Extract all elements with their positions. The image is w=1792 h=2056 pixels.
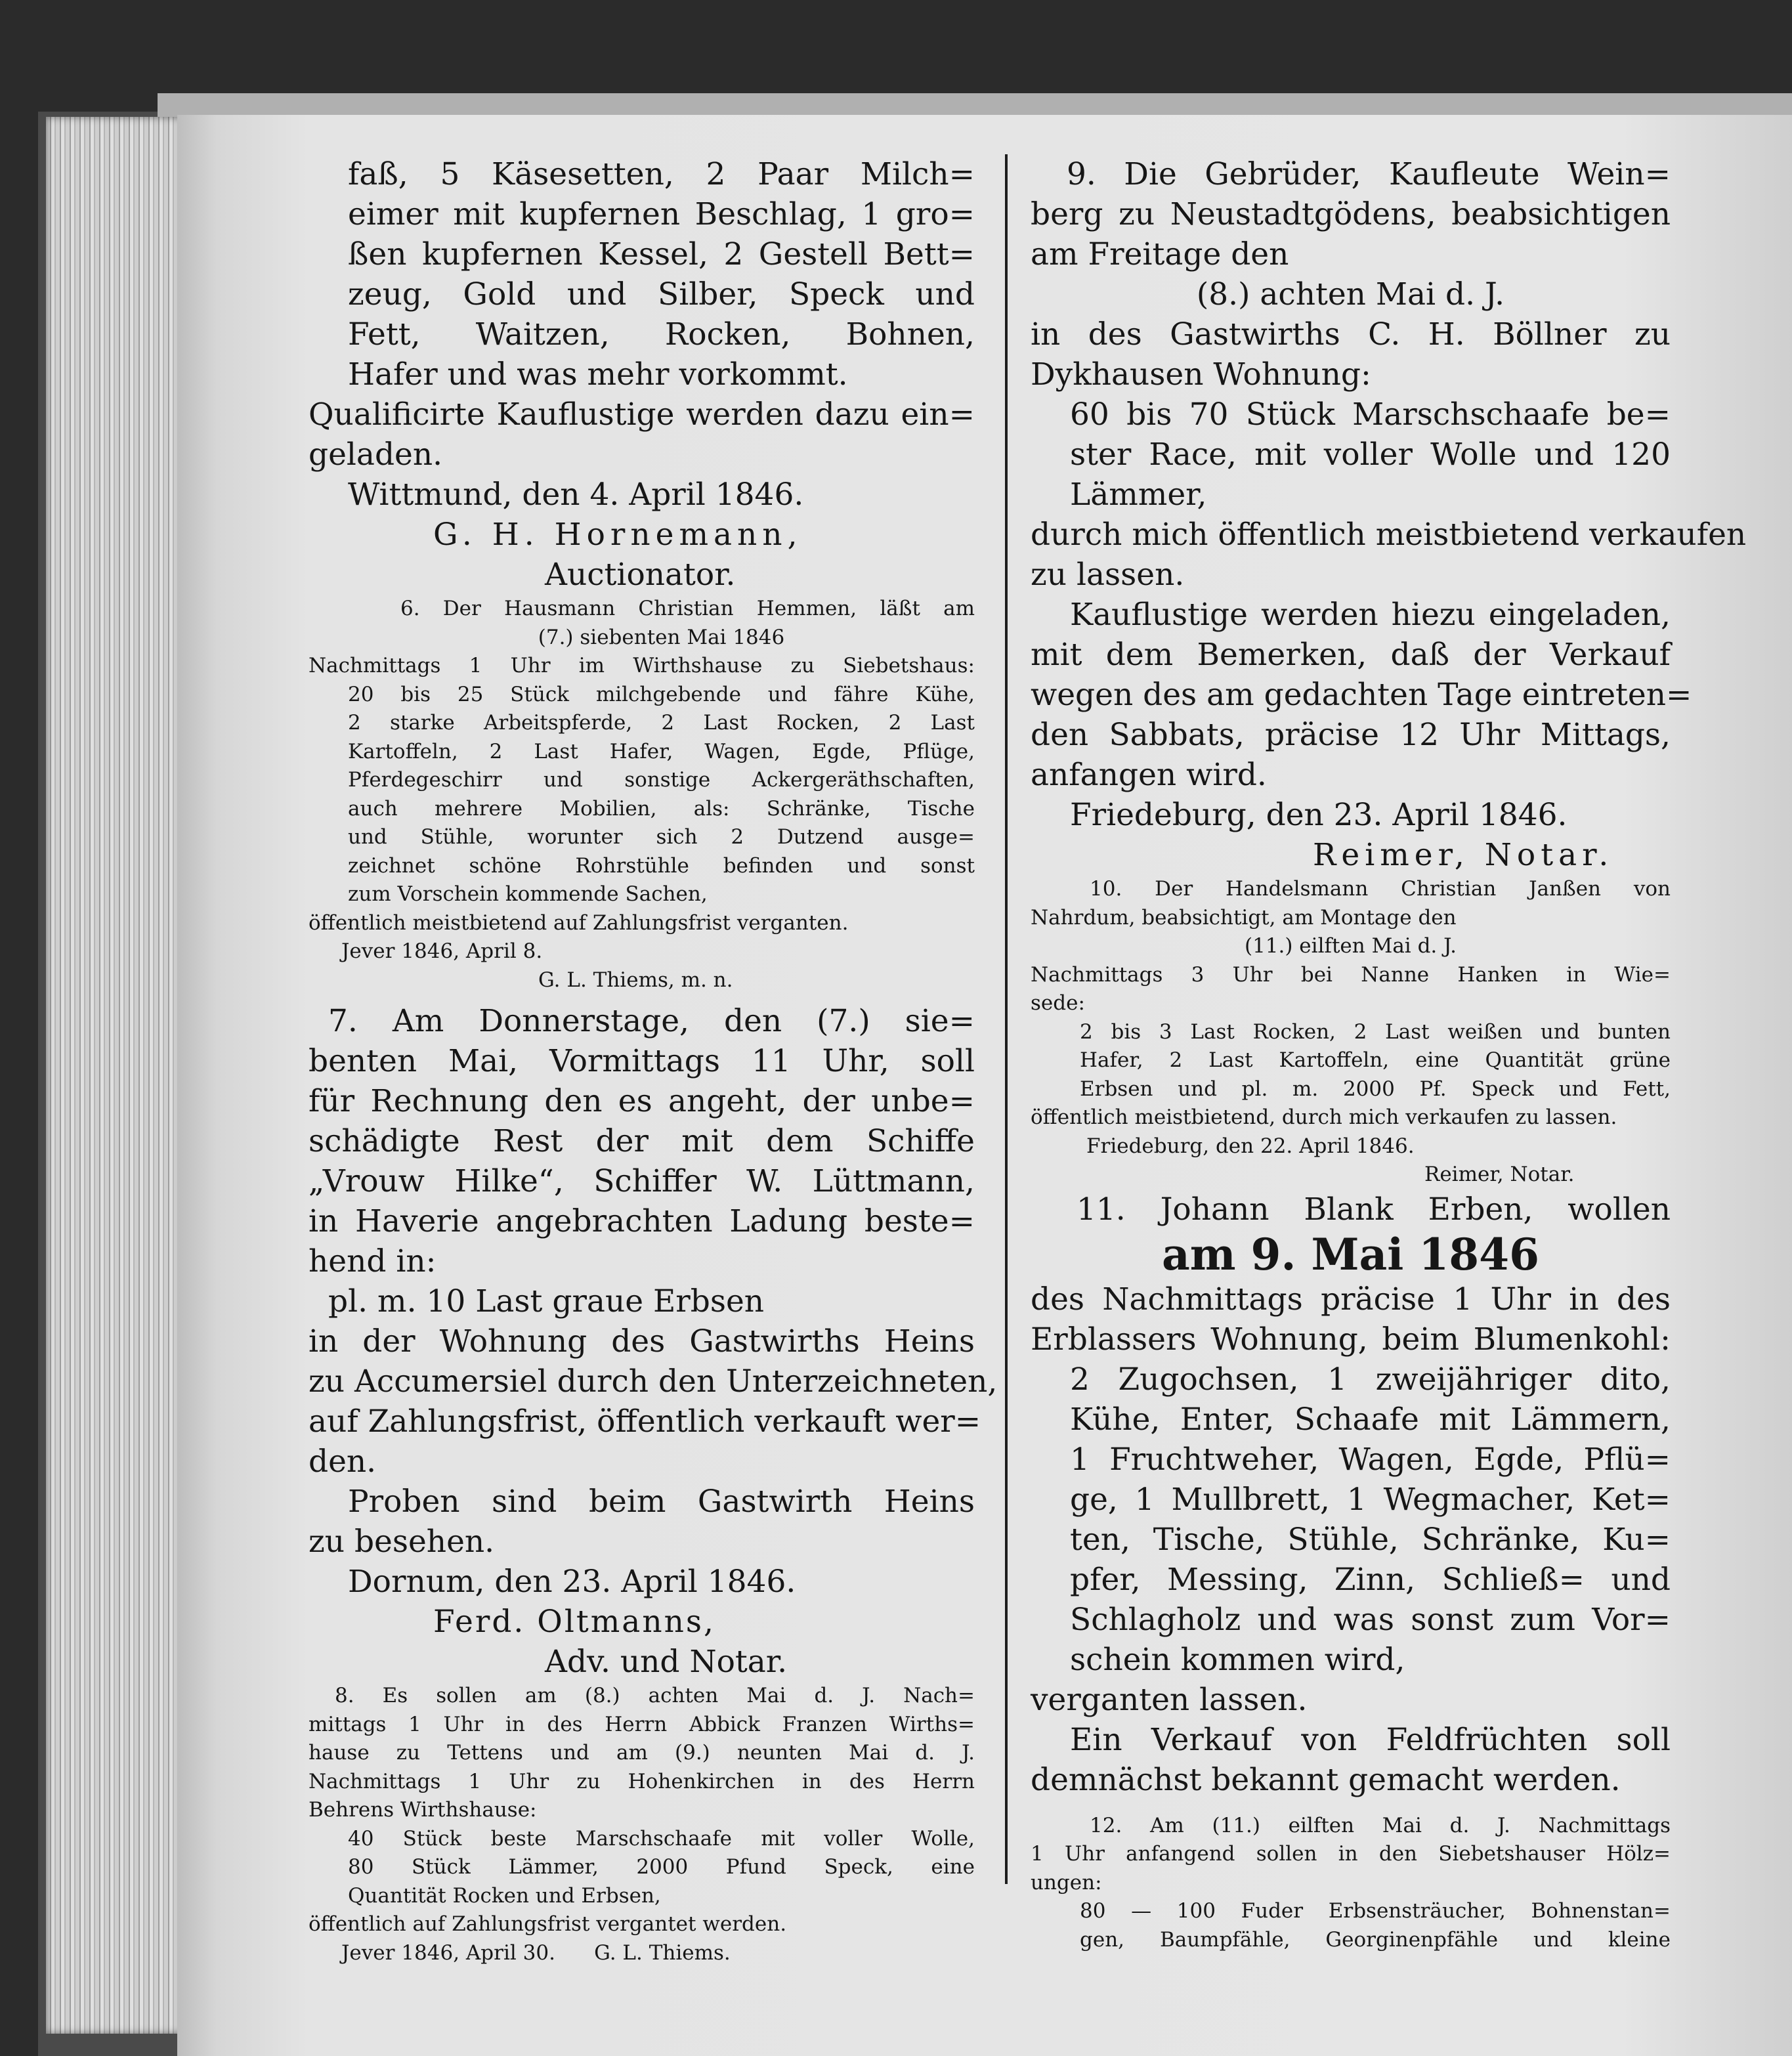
text-line: auch mehrere Mobilien, als: Schränke, Tische (348, 796, 975, 821)
text-line: 80 Stück Lämmer, 2000 Pfund Speck, eine (348, 1855, 975, 1879)
text-line: auf Zahlungsfrist, öffentlich verkauft wer= (309, 1403, 981, 1440)
text-line: Nachmittags 1 Uhr im Wirthshause zu Siebetshaus: (309, 654, 975, 677)
text-line: Nachmittags 1 Uhr zu Hohenkirchen in des Herrn (309, 1769, 975, 1793)
signature: Reimer, Notar. (1313, 837, 1614, 873)
page-edges (46, 117, 184, 2034)
notice-9-date: (8.) achten Mai d. J. (1196, 276, 1505, 312)
place-date: Jever 1846, April 8. (341, 939, 543, 963)
notice-6-date: (7.) siebenten Mai 1846 (538, 625, 785, 649)
notice-12-heading: 12. Am (11.) eilften Mai d. J. Nachmittags (1090, 1813, 1671, 1837)
text-line: Pferdegeschirr und sonstige Ackergeräthschaften, (348, 768, 975, 792)
place-date: Friedeburg, den 23. April 1846. (1070, 797, 1568, 833)
text-line: in des Gastwirths C. H. Böllner zu (1031, 316, 1671, 353)
text-line: Hafer und was mehr vorkommt. (348, 356, 848, 393)
text-line: 1 Uhr anfangend sollen in den Siebetshauser Hölz= (1031, 1842, 1671, 1866)
notice-6-heading: 6. Der Hausmann Christian Hemmen, läßt am (400, 597, 975, 620)
text-line: ungen: (1031, 1870, 1102, 1895)
text-line: 40 Stück beste Marschschaafe mit voller Wolle, (348, 1826, 975, 1851)
text-line: zeichnet schöne Rohrstühle befinden und sonst (348, 853, 975, 878)
text-line: zeug, Gold und Silber, Speck und (348, 276, 975, 312)
text-line: anfangen wird. (1031, 757, 1267, 793)
text-line: mittags 1 Uhr in des Herrn Abbick Franzen Wirths= (309, 1712, 975, 1736)
signature: Reimer, Notar. (1424, 1163, 1575, 1186)
text-line: Fett, Waitzen, Rocken, Bohnen, (348, 316, 975, 353)
text-line: eimer mit kupfernen Beschlag, 1 gro= (348, 196, 975, 232)
left-column (309, 154, 998, 1967)
text-line: pl. m. 10 Last graue Erbsen (328, 1283, 765, 1319)
text-line: den. (309, 1444, 377, 1480)
text-line: Proben sind beim Gastwirth Heins (348, 1484, 975, 1520)
notice-10-heading: 10. Der Handelsmann Christian Janßen von (1090, 877, 1671, 901)
text-line: Nachmittags 3 Uhr bei Nanne Hanken in Wie= (1031, 962, 1671, 987)
text-line: faß, 5 Käsesetten, 2 Paar Milch= (348, 156, 975, 192)
text-line: Kühe, Enter, Schaafe mit Lämmern, (1070, 1401, 1671, 1438)
text-line: öffentlich meistbietend, durch mich verkaufen zu lassen. (1031, 1105, 1617, 1129)
signature: G. L. Thiems, m. n. (538, 968, 733, 992)
text-line: 60 bis 70 Stück Marschschaafe be= (1070, 396, 1671, 433)
text-line: Quantität Rocken und Erbsen, (348, 1883, 661, 1908)
text-line: 20 bis 25 Stück milchgebende und fähre Kühe, (348, 682, 975, 706)
text-line: benten Mai, Vormittags 11 Uhr, soll (309, 1043, 975, 1079)
text-line: 2 starke Arbeitspferde, 2 Last Rocken, 2 Last (348, 711, 975, 735)
signature-title: Adv. und Notar. (545, 1644, 788, 1680)
notice-10-date: (11.) eilften Mai d. J. (1244, 934, 1457, 958)
text-line: demnächst bekannt gemacht werden. (1031, 1761, 1621, 1798)
text-line: Kartoffeln, 2 Last Hafer, Wagen, Egde, Pflüge, (348, 739, 975, 763)
text-line: in der Wohnung des Gastwirths Heins (309, 1323, 975, 1360)
text-line: Lämmer, (1070, 477, 1207, 513)
text-line: öffentlich auf Zahlungsfrist vergantet werden. (309, 1912, 787, 1936)
text-line: durch mich öffentlich meistbietend verkaufen (1031, 517, 1747, 553)
notice-8-heading: 8. Es sollen am (8.) achten Mai d. J. Nach= (335, 1684, 975, 1707)
text-line: 2 Zugochsen, 1 zweijähriger dito, (1070, 1361, 1671, 1398)
text-line: zu besehen. (309, 1524, 495, 1560)
text-line: Dykhausen Wohnung: (1031, 356, 1371, 393)
text-line: berg zu Neustadtgödens, beabsichtigen (1031, 196, 1671, 232)
text-line: Behrens Wirthshause: (309, 1798, 537, 1822)
place-date: Friedeburg, den 22. April 1846. (1086, 1134, 1415, 1158)
text-line: verganten lassen. (1031, 1681, 1308, 1718)
place-date: Dornum, den 23. April 1846. (348, 1564, 796, 1600)
text-line: „Vrouw Hilke“, Schiffer W. Lüttmann, (309, 1163, 975, 1199)
text-line: geladen. (309, 437, 443, 473)
text-line: ster Race, mit voller Wolle und 120 (1070, 437, 1671, 473)
notice-7-heading: 7. Am Donnerstage, den (7.) sie= (328, 1003, 975, 1039)
text-line: öffentlich meistbietend auf Zahlungsfrist verganten. (309, 910, 849, 935)
signature-title: Auctionator. (545, 557, 736, 593)
text-line: Qualificirte Kauflustige werden dazu ein= (309, 396, 975, 433)
text-line: Nahrdum, beabsichtigt, am Montage den (1031, 905, 1457, 930)
text-line: mit dem Bemerken, daß der Verkauf (1031, 637, 1671, 673)
text-line: ßen kupfernen Kessel, 2 Gestell Bett= (348, 236, 975, 272)
signature: G. H. Hornemann, (433, 517, 803, 553)
text-line: in Haverie angebrachten Ladung beste= (309, 1203, 975, 1239)
text-line: ge, 1 Mullbrett, 1 Wegmacher, Ket= (1070, 1481, 1671, 1518)
text-line: gen, Baumpfähle, Georginenpfähle und kleine (1080, 1927, 1671, 1952)
text-line: am Freitage den (1031, 236, 1289, 272)
notice-11-date: am 9. Mai 1846 (1161, 1228, 1540, 1280)
text-line: wegen des am gedachten Tage eintreten= (1031, 677, 1692, 713)
signature: Ferd. Oltmanns, (433, 1604, 715, 1640)
text-line: 80 — 100 Fuder Erbsensträucher, Bohnenstan= (1080, 1899, 1671, 1923)
text-line: hause zu Tettens und am (9.) neunten Mai d. J. (309, 1741, 975, 1765)
text-line: Erbsen und pl. m. 2000 Pf. Speck und Fett, (1080, 1077, 1671, 1101)
text-line: 1 Fruchtweher, Wagen, Egde, Pflü= (1070, 1441, 1671, 1478)
text-line: zum Vorschein kommende Sachen, (348, 882, 708, 906)
page-top-edge (158, 93, 1792, 117)
text-line: pfer, Messing, Zinn, Schließ= und (1070, 1561, 1671, 1598)
text-line: 2 bis 3 Last Rocken, 2 Last weißen und bunten (1080, 1019, 1671, 1044)
place-date: Wittmund, den 4. April 1846. (348, 477, 804, 513)
text-line: und Stühle, worunter sich 2 Dutzend ausge= (348, 825, 975, 849)
text-line: ten, Tische, Stühle, Schränke, Ku= (1070, 1521, 1671, 1558)
text-line: für Rechnung den es angeht, der unbe= (309, 1083, 975, 1119)
text-line: schein kommen wird, (1070, 1641, 1405, 1678)
text-line: Hafer, 2 Last Kartoffeln, eine Quantität grüne (1080, 1048, 1671, 1072)
text-line: Erblassers Wohnung, beim Blumenkohl: (1031, 1321, 1671, 1358)
text-line: hend in: (309, 1243, 437, 1279)
notice-9-heading: 9. Die Gebrüder, Kaufleute Wein= (1067, 156, 1671, 192)
place-date-signature: Jever 1846, April 30. G. L. Thiems. (341, 1940, 731, 1965)
text-line: zu lassen. (1031, 557, 1185, 593)
text-line: schädigte Rest der mit dem Schiffe (309, 1123, 975, 1159)
right-column (1031, 154, 1747, 1954)
text-line: Ein Verkauf von Feldfrüchten soll (1070, 1721, 1671, 1758)
text-line: Kauflustige werden hiezu eingeladen, (1070, 597, 1671, 633)
text-line: sede: (1031, 991, 1085, 1015)
text-line: des Nachmittags präcise 1 Uhr in des (1031, 1281, 1671, 1317)
notice-11-heading: 11. Johann Blank Erben, wollen (1077, 1191, 1671, 1228)
column-divider (1005, 154, 1008, 1884)
text-line: zu Accumersiel durch den Unterzeichneten, (309, 1363, 998, 1400)
text-line: den Sabbats, präcise 12 Uhr Mittags, (1031, 717, 1671, 753)
text-line: Schlagholz und was sonst zum Vor= (1070, 1601, 1671, 1638)
